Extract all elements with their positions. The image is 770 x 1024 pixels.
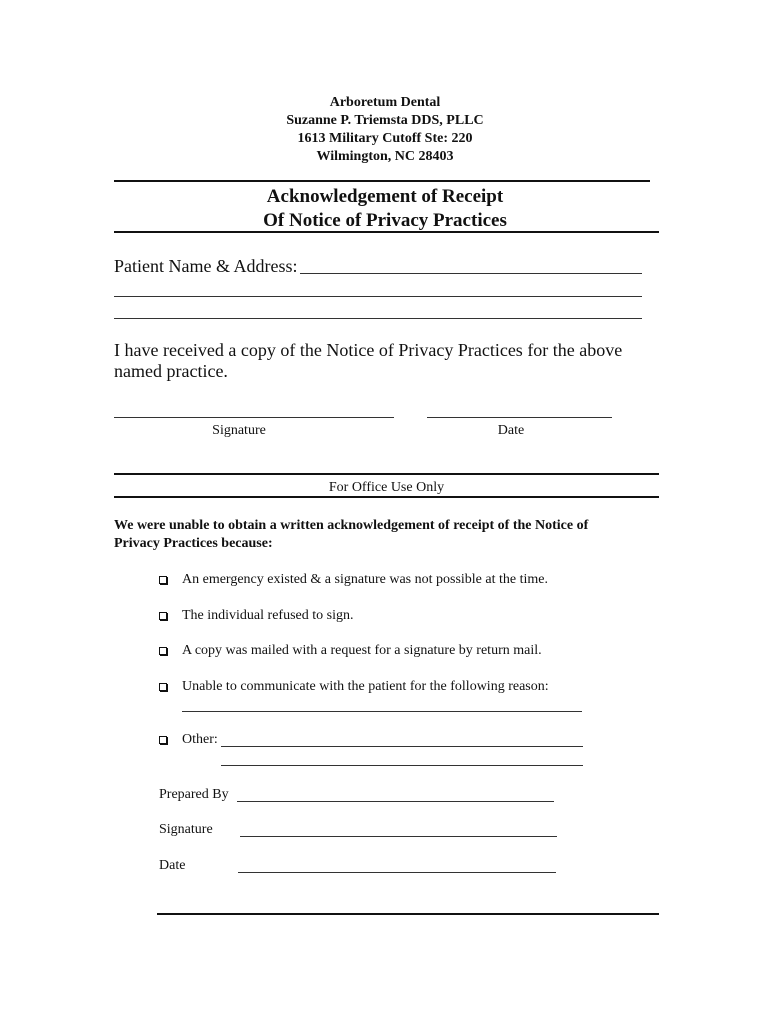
prepared-by-field[interactable] <box>237 801 554 802</box>
reason-other-field-1[interactable] <box>221 746 583 747</box>
patient-name-field[interactable] <box>300 273 642 274</box>
patient-date-field[interactable] <box>427 417 612 418</box>
office-top-divider <box>114 473 659 475</box>
office-use-banner: For Office Use Only <box>328 480 445 495</box>
patient-name-label: Patient Name & Address: <box>114 256 298 276</box>
office-signature-field[interactable] <box>240 836 557 837</box>
reason-communicate-field[interactable] <box>182 711 582 712</box>
office-intro-line2: Privacy Practices because: <box>114 536 273 551</box>
office-bottom-divider <box>114 496 659 498</box>
reason-mailed-label: A copy was mailed with a request for a signature by return mail. <box>182 643 542 658</box>
reason-communicate-checkbox[interactable] <box>159 683 167 691</box>
reason-emergency-checkbox[interactable] <box>159 576 167 584</box>
reason-other-field-2[interactable] <box>221 765 583 766</box>
footer-divider <box>157 913 659 915</box>
reason-mailed-checkbox[interactable] <box>159 647 167 655</box>
patient-signature-field[interactable] <box>114 417 394 418</box>
form-title-line2: Of Notice of Privacy Practices <box>263 210 507 231</box>
reason-refused-label: The individual refused to sign. <box>182 608 354 623</box>
reason-other-label: Other: <box>182 732 218 747</box>
prepared-by-label: Prepared By <box>159 787 229 802</box>
receipt-statement-line1: I have received a copy of the Notice of Privacy Practices for the above <box>114 340 623 360</box>
practice-name: Arboretum Dental <box>329 95 441 110</box>
office-date-field[interactable] <box>238 872 556 873</box>
date-caption: Date <box>497 423 525 438</box>
office-signature-label: Signature <box>159 822 213 837</box>
signature-caption: Signature <box>212 423 266 438</box>
doctor-name: Suzanne P. Triemsta DDS, PLLC <box>286 113 484 128</box>
patient-address-field-2[interactable] <box>114 318 642 319</box>
reason-refused-checkbox[interactable] <box>159 612 167 620</box>
receipt-statement-line2: named practice. <box>114 361 228 381</box>
header-divider <box>114 180 650 182</box>
title-divider <box>114 231 659 233</box>
street-address: 1613 Military Cutoff Ste: 220 <box>297 131 473 146</box>
form-title-line1: Acknowledgement of Receipt <box>266 186 504 207</box>
reason-communicate-label: Unable to communicate with the patient for the following reason: <box>182 679 549 694</box>
office-date-label: Date <box>159 858 186 873</box>
reason-emergency-label: An emergency existed & a signature was not possible at the time. <box>182 572 548 587</box>
office-intro-line1: We were unable to obtain a written acknowledgement of receipt of the Notice of <box>114 518 589 533</box>
patient-address-field-1[interactable] <box>114 296 642 297</box>
city-address: Wilmington, NC 28403 <box>316 149 454 164</box>
reason-other-checkbox[interactable] <box>159 736 167 744</box>
